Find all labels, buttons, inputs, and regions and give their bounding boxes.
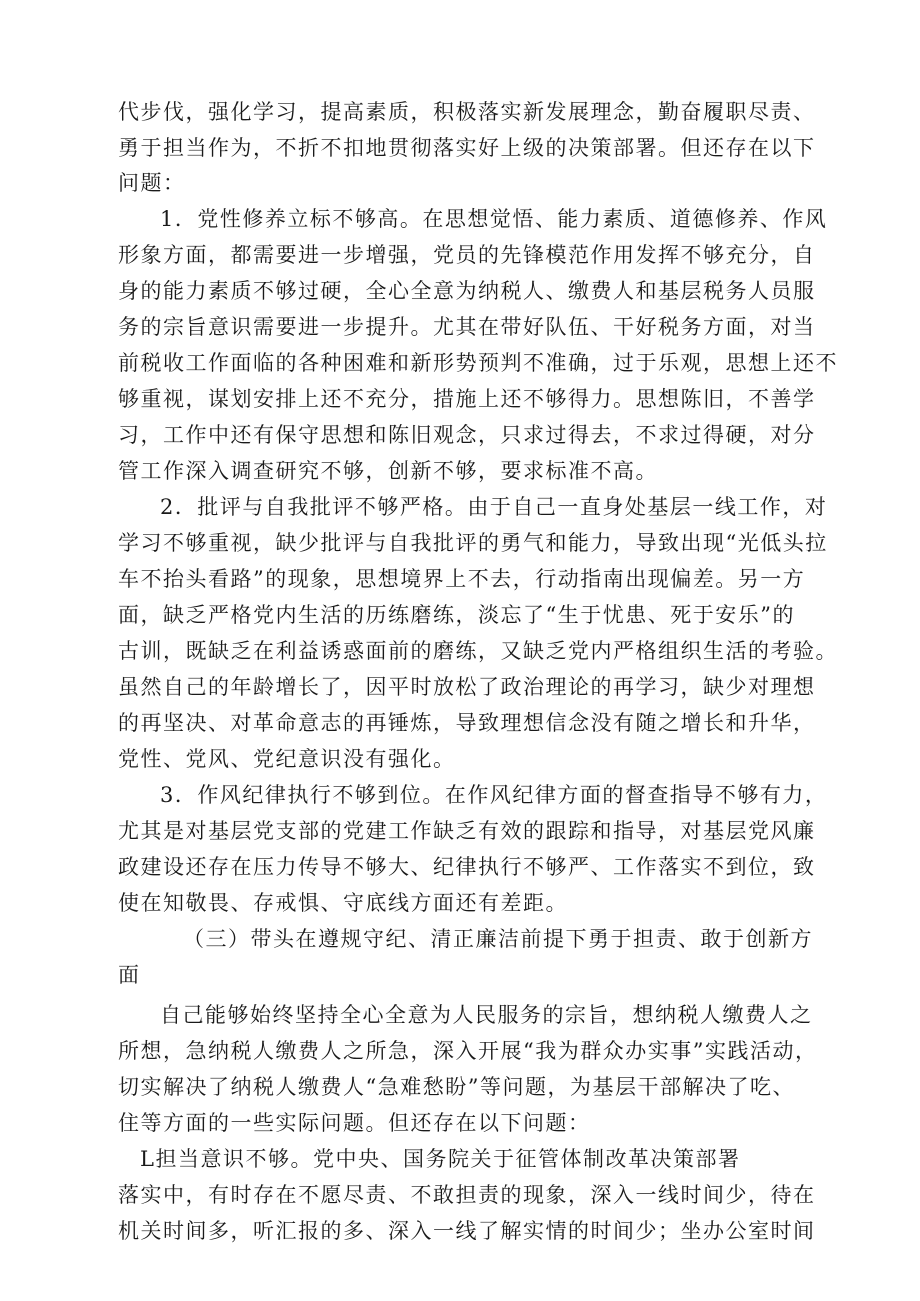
- text-line: 机关时间多，听汇报的多、深入一线了解实情的时间少；坐办公室时间: [118, 1219, 816, 1243]
- text-line: 务的宗旨意识需要进一步提升。尤其在带好队伍、干好税务方面，对当: [118, 315, 816, 339]
- text-line: 管工作深入调查研究不够，创新不够，要求标准不高。: [118, 459, 658, 483]
- paragraph-heading-2: 2．批评与自我批评不够严格。由于自己一直身处基层一线工作，对: [160, 495, 828, 519]
- text-line: 代步伐，强化学习，提高素质，积极落实新发展理念，勤奋履职尽责、: [118, 100, 816, 124]
- text-line: 面，缺乏严格党内生活的历练磨练，淡忘了“生于忧患、死于安乐”的: [118, 603, 795, 627]
- text-line: 政建设还存在压力传导不够大、纪律执行不够严、工作落实不到位，致: [118, 855, 816, 879]
- text-line: 虽然自己的年龄增长了，因平时放松了政治理论的再学习，缺少对理想: [118, 675, 816, 699]
- text-line: 形象方面，都需要进一步增强，党员的先锋模范作用发挥不够充分，自: [118, 243, 816, 267]
- section-heading-continued: 面: [118, 963, 141, 987]
- text-line: 问题：: [118, 171, 186, 195]
- text-line: 车不抬头看路”的现象，思想境界上不去，行动指南出现偏差。另一方: [118, 567, 806, 591]
- paragraph-heading-L: L担当意识不够。党中央、国务院关于征管体制改革决策部署: [140, 1147, 741, 1171]
- text-line: 勇于担当作为，不折不扣地贯彻落实好上级的决策部署。但还存在以下: [118, 136, 816, 160]
- text-line: 所想，急纳税人缴费人之所急，深入开展“我为群众办实事”实践活动，: [118, 1039, 818, 1063]
- text-line: 住等方面的一些实际问题。但还存在以下问题：: [118, 1111, 591, 1135]
- text-line: 落实中，有时存在不愿尽责、不敢担责的现象，深入一线时间少，待在: [118, 1183, 816, 1207]
- text-line: 党性、党风、党纪意识没有强化。: [118, 747, 456, 771]
- text-line: 使在知敬畏、存戒惧、守底线方面还有差距。: [118, 891, 568, 915]
- text-line: 够重视，谋划安排上还不充分，措施上还不够得力。思想陈旧，不善学: [118, 387, 816, 411]
- text-line: 习，工作中还有保守思想和陈旧观念，只求过得去，不求过得硬，对分: [118, 423, 816, 447]
- text-line: 前税收工作面临的各种困难和新形势预判不准确，过于乐观，思想上还不: [118, 351, 838, 375]
- section-heading: （三）带头在遵规守纪、清正廉洁前提下勇于担责、敢于创新方: [183, 927, 813, 951]
- paragraph-heading-1: 1．党性修养立标不够高。在思想觉悟、能力素质、道德修养、作风: [160, 207, 828, 231]
- text-line: 身的能力素质不够过硬，全心全意为纳税人、缴费人和基层税务人员服: [118, 279, 816, 303]
- text-line: 切实解决了纳税人缴费人“急难愁盼”等问题，为基层干部解决了吃、: [118, 1075, 795, 1099]
- text-line: 学习不够重视，缺少批评与自我批评的勇气和能力，导致出现“光低头拉: [118, 531, 828, 555]
- paragraph-heading-3: 3．作风纪律执行不够到位。在作风纪律方面的督查指导不够有力，: [160, 783, 828, 807]
- paragraph-start: 自己能够始终坚持全心全意为人民服务的宗旨，想纳税人缴费人之: [160, 1003, 813, 1027]
- text-line: 尤其是对基层党支部的党建工作缺乏有效的跟踪和指导，对基层党风廉: [118, 819, 816, 843]
- text-line: 的再坚决、对革命意志的再锤炼，导致理想信念没有随之增长和升华，: [118, 711, 816, 735]
- text-line: 古训，既缺乏在利益诱惑面前的磨练，又缺乏党内严格组织生活的考验。: [118, 639, 838, 663]
